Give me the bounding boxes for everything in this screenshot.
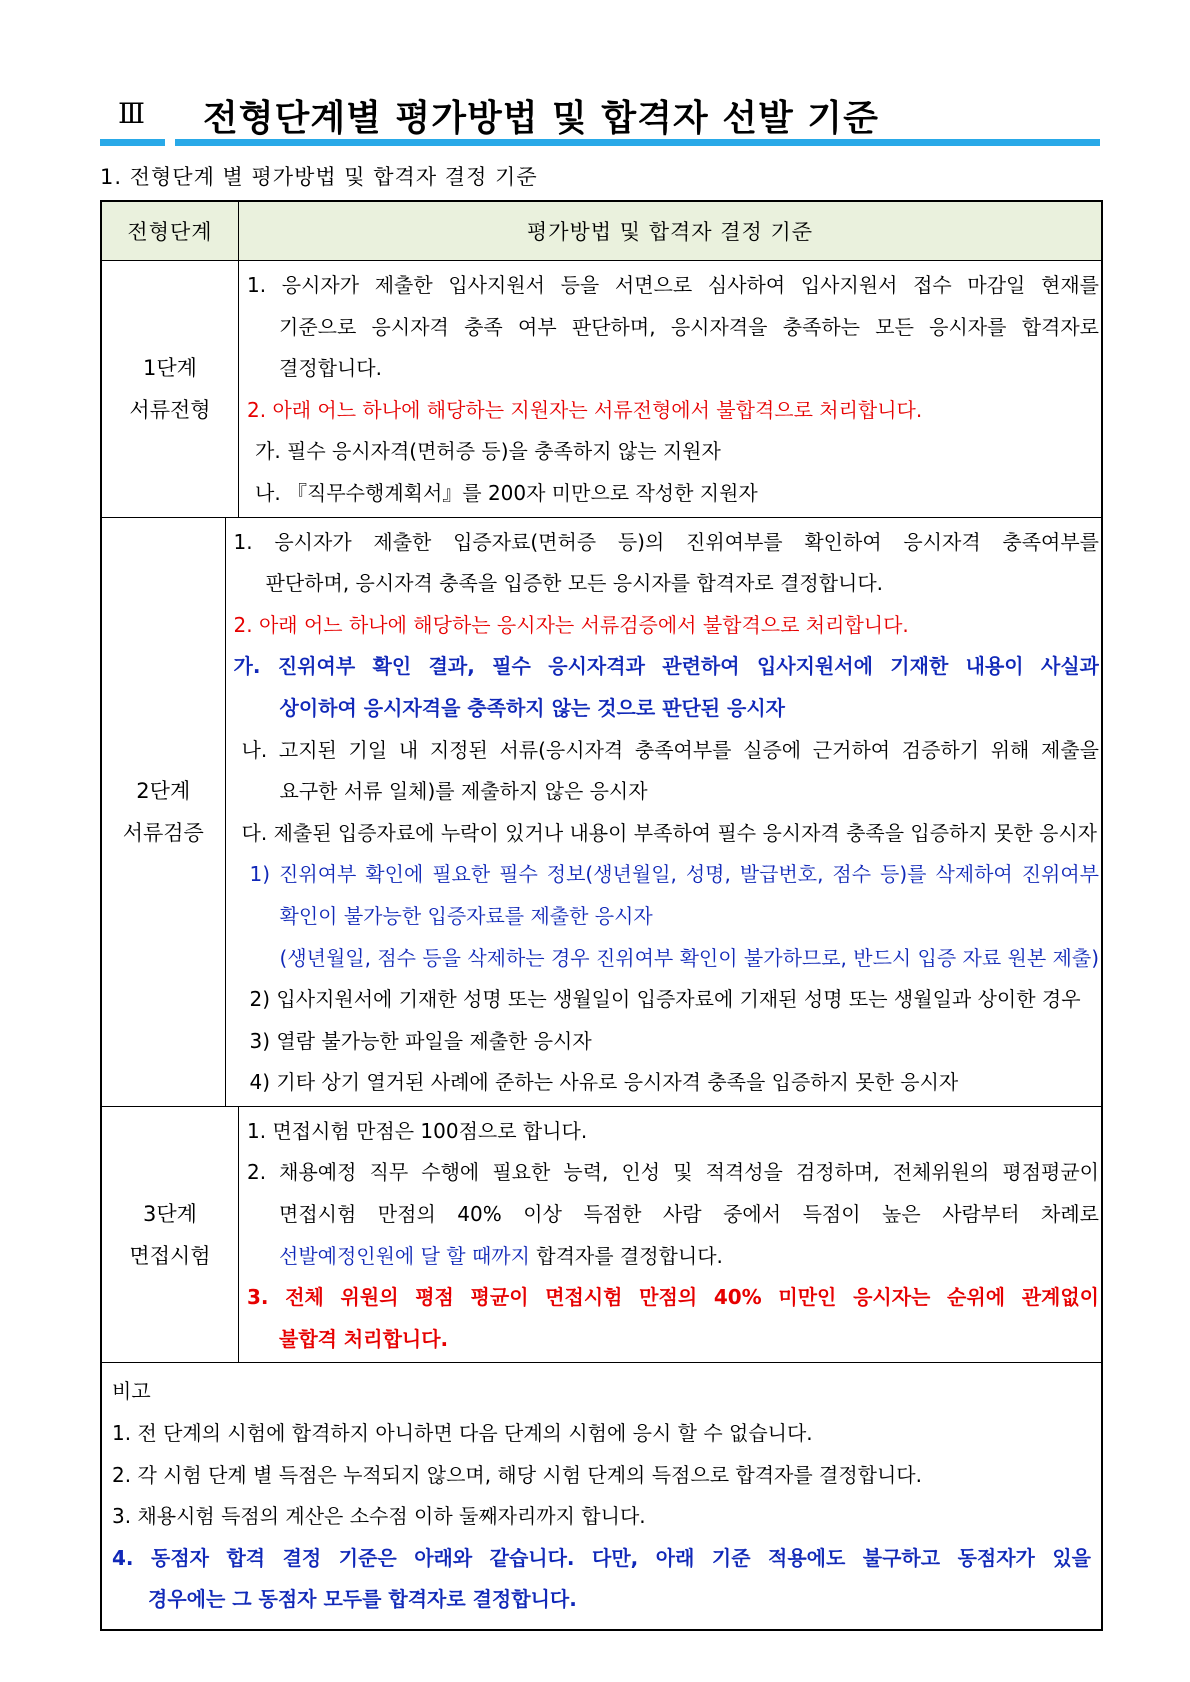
stage2-da: 다. 제출된 입증자료에 누락이 있거나 내용이 부족하여 필수 응시자격 충족을 입증하지 못한 응시자 xyxy=(241,820,1097,845)
stage2-d2: 2) 입사지원서에 기재한 성명 또는 생월일이 입증자료에 기재된 성명 또는 생월일과 상이한 경우 xyxy=(249,987,1081,1012)
note-4-line1: 4. 동점자 합격 결정 기준은 아래와 같습니다. 다만, 아래 기준 적용에도 불구하고 동점자가 있을 xyxy=(112,1545,1091,1570)
table-row-stage3 xyxy=(102,1106,1101,1363)
stage2-na-line2: 요구한 서류 일체)를 제출하지 않은 응시자 xyxy=(279,779,648,804)
stage3-item1: 1. 면접시험 만점은 100점으로 합니다. xyxy=(247,1118,588,1143)
stage3-item2-line1: 2. 채용예정 직무 수행에 필요한 능력, 인성 및 적격성을 검정하며, 전체위원의 평점평균이 xyxy=(247,1160,1099,1185)
header-underline-long xyxy=(175,139,1100,146)
header-underline-short xyxy=(100,139,165,146)
note-1: 1. 전 단계의 시험에 합격하지 아니하면 다음 단계의 시험에 응시 할 수 없습니다. xyxy=(112,1421,813,1446)
stage2-d1-line2: 확인이 불가능한 입증자료를 제출한 응시자 xyxy=(279,903,653,928)
stage2-item2: 2. 아래 어느 하나에 해당하는 응시자는 서류검증에서 불합격으로 처리합니다. xyxy=(233,612,909,637)
stage1-item1-line1: 1. 응시자가 제출한 입사지원서 등을 서면으로 심사하여 입사지원서 접수 마감일 현재를 xyxy=(247,273,1099,297)
page-header xyxy=(0,0,1190,150)
stage2-item1-line1: 1. 응시자가 제출한 입증자료(면허증 등)의 진위여부를 확인하여 응시자격 충족여부를 xyxy=(233,529,1099,554)
stage3-criteria xyxy=(239,1107,1101,1363)
evaluation-table xyxy=(100,200,1103,1631)
notes-title: 비고 xyxy=(112,1379,151,1404)
stage1-number: 1단계 xyxy=(143,355,197,380)
stage2-ga-line1: 가. 진위여부 확인 결과, 필수 응시자격과 관련하여 입사지원서에 기재한 내용이 사실과 xyxy=(233,654,1099,679)
col-header-stage: 전형단계 xyxy=(102,202,239,260)
table-row-notes xyxy=(102,1362,1101,1629)
stage1-item2-ga: 가. 필수 응시자격(면허증 등)을 충족하지 않는 지원자 xyxy=(255,439,721,464)
note-4-line2: 경우에는 그 동점자 모두를 합격자로 결정합니다. xyxy=(148,1587,577,1612)
stage3-item2-line2: 면접시험 만점의 40% 이상 득점한 사람 중에서 득점이 높은 사람부터 차례로 xyxy=(279,1202,1099,1227)
section-number: Ⅲ xyxy=(118,97,148,130)
notes-section xyxy=(102,1363,1101,1629)
note-3: 3. 채용시험 득점의 계산은 소수점 이하 둘째자리까지 합니다. xyxy=(112,1504,646,1529)
stage1-item1-line3: 결정합니다. xyxy=(279,356,382,381)
stage3-item2-rest: 합격자를 결정합니다. xyxy=(529,1243,723,1268)
stage2-d1-line3: (생년월일, 점수 등을 삭제하는 경우 진위여부 확인이 불가하므로, 반드시 입증 자료 원본 제출) xyxy=(279,945,1099,970)
stage1-label xyxy=(102,261,239,517)
table-header-row xyxy=(102,202,1101,260)
table-row-stage2 xyxy=(102,517,1101,1106)
stage3-label xyxy=(102,1107,239,1363)
stage2-criteria xyxy=(226,518,1101,1106)
stage3-item3-line1: 3. 전체 위원의 평점 평균이 면접시험 만점의 40% 미만인 응시자는 순위에 관계없이 xyxy=(247,1285,1099,1310)
stage2-d4: 4) 기타 상기 열거된 사례에 준하는 사유로 응시자격 충족을 입증하지 못한 응시자 xyxy=(249,1070,959,1095)
stage1-name: 서류전형 xyxy=(129,397,211,422)
stage1-criteria xyxy=(239,261,1101,517)
stage3-item3-line2: 불합격 처리합니다. xyxy=(279,1326,449,1351)
stage1-item2: 2. 아래 어느 하나에 해당하는 지원자는 서류전형에서 불합격으로 처리합니다. xyxy=(247,397,923,422)
section-title: 1. 전형단계 별 평가방법 및 합격자 결정 기준 xyxy=(100,165,538,189)
stage2-d1-line1: 1) 진위여부 확인에 필요한 필수 정보(생년월일, 성명, 발급번호, 점수 등)를 삭제하여 진위여부 xyxy=(249,862,1099,887)
stage1-item2-na: 나. 『직무수행계획서』를 200자 미만으로 작성한 지원자 xyxy=(255,480,758,505)
page-title: 전형단계별 평가방법 및 합격자 선발 기준 xyxy=(203,98,879,139)
table-row-stage1 xyxy=(102,260,1101,517)
stage3-number: 3단계 xyxy=(143,1201,197,1226)
stage2-label xyxy=(102,518,226,1106)
stage2-name: 서류검증 xyxy=(122,820,204,845)
stage2-item1-line2: 판단하며, 응시자격 충족을 입증한 모든 응시자를 합격자로 결정합니다. xyxy=(265,571,884,596)
col-header-criteria: 평가방법 및 합격자 결정 기준 xyxy=(239,202,1101,260)
stage2-ga-line2: 상이하여 응시자격을 충족하지 않는 것으로 판단된 응시자 xyxy=(279,695,786,720)
stage3-item2-highlight: 선발예정인원에 달 할 때까지 xyxy=(279,1243,530,1268)
stage2-number: 2단계 xyxy=(136,778,191,803)
stage3-item2-line3 xyxy=(247,1236,1099,1278)
stage1-item1-line2: 기준으로 응시자격 충족 여부 판단하며, 응시자격을 충족하는 모든 응시자를 합격자로 xyxy=(279,314,1099,339)
stage3-name: 면접시험 xyxy=(129,1243,211,1268)
stage2-na-line1: 나. 고지된 기일 내 지정된 서류(응시자격 충족여부를 실증에 근거하여 검증하기 위해 제출을 xyxy=(241,737,1099,762)
note-2: 2. 각 시험 단계 별 득점은 누적되지 않으며, 해당 시험 단계의 득점으로 합격자를 결정합니다. xyxy=(112,1462,922,1487)
stage2-d3: 3) 열람 불가능한 파일을 제출한 응시자 xyxy=(249,1028,592,1053)
